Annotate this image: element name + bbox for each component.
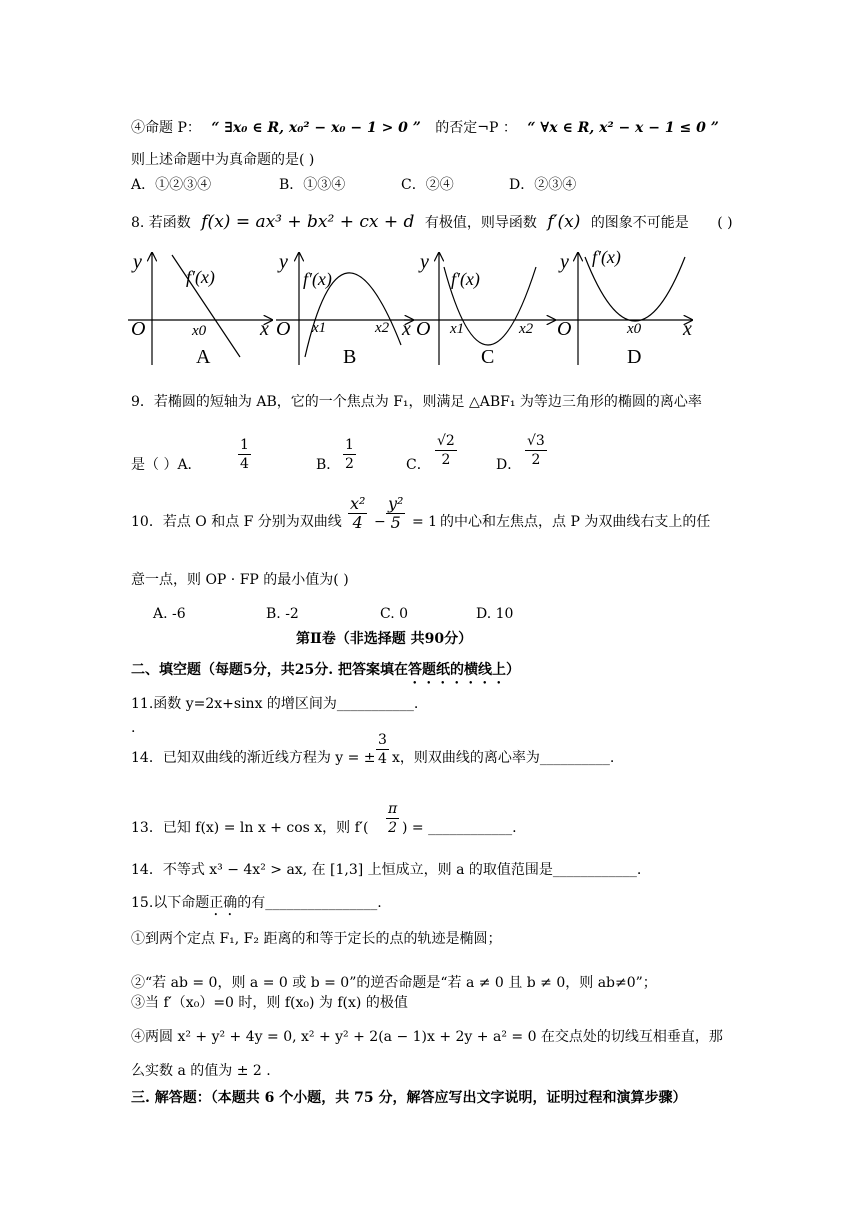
q9-option-d: D．	[496, 457, 522, 473]
graph-c	[401, 251, 555, 368]
q15-item: ②“若 ab = 0，则 a = 0 或 b = 0”的逆否命题是“若 a ≠ 0 且 b ≠ 0，则 ab≠0”；	[131, 975, 657, 991]
root-label: x0	[627, 321, 642, 337]
q10-fraction-y: $\frac{\text{y²}}{5}$	[388, 494, 404, 532]
q8-function-formula: f(x) = ax³ + bx² + cx + d	[201, 212, 415, 232]
curve-label: f′(x)	[303, 269, 332, 289]
q10-option: C. 0	[380, 606, 409, 622]
y-axis-label: y	[133, 251, 142, 273]
origin-label: O	[276, 318, 291, 340]
q10-equals: = 1	[412, 514, 438, 530]
q14-asymptote-text: 14．已知双曲线的渐近线方程为 y = ±	[131, 750, 376, 766]
q15-stem: 15.以下命题正确的有________________.	[131, 895, 382, 911]
q10-text: 的中心和左焦点，点 P 为双曲线右支上的任	[440, 514, 711, 530]
graph-letter: A	[196, 346, 211, 368]
y-axis-label: y	[560, 251, 569, 273]
x-axis-label: x	[260, 318, 269, 340]
graph-b	[276, 251, 413, 368]
q8-stem	[131, 212, 733, 233]
origin-label: O	[131, 318, 146, 340]
y-axis-label: y	[279, 251, 288, 273]
q8-text: 8. 若函数	[131, 215, 191, 231]
q7-option: B．①③④	[279, 177, 346, 193]
q10-minus: −	[374, 514, 386, 530]
q15-item: 么实数 a 的值为 ± 2 .	[131, 1063, 271, 1079]
q9-option-a-value: $\frac{1}{4}$	[240, 437, 249, 472]
q10-option: D. 10	[476, 606, 514, 622]
x-axis-label: x	[683, 318, 692, 340]
q7-option: A．①②③④	[131, 177, 212, 193]
q15-item: ①到两个定点 F₁, F₂ 距离的和等于定长的点的轨迹是椭圆；	[131, 931, 502, 947]
q9-option-b-value: $\frac{1}{2}$	[345, 437, 354, 472]
x-axis-label: x	[402, 318, 411, 340]
q7-negation-statement: “ ∀x ∈ R, x² − x − 1 ≤ 0 ”	[527, 120, 719, 136]
section3-header: 三. 解答题：（本题共 6 个小题，共 75 分，解答应写出文字说明，证明过程和演算步骤）	[131, 1090, 687, 1106]
q8-derivative: f′(x)	[547, 212, 581, 232]
q15-item: ③当 f′（x₀）=0 时，则 f(x₀) 为 f(x) 的极值	[131, 995, 408, 1011]
q10-options	[153, 604, 513, 624]
graph-letter: D	[627, 346, 642, 368]
q7-item4-statement: “ ∃x₀ ∈ R, x₀² − x₀ − 1 > 0 ”	[211, 120, 421, 136]
q11: 11.函数 y=2x+sinx 的增区间为___________.	[131, 696, 419, 712]
root-label: x0	[192, 323, 207, 339]
q7-item4	[131, 118, 719, 138]
q10-fraction-x: $\frac{\text{x²}}{4}$	[350, 494, 366, 532]
q13-text: ) = ____________.	[402, 820, 517, 836]
q7-item4-label: ④命题 P：	[131, 120, 201, 136]
graph-letter: C	[481, 346, 495, 368]
q9-option-c-value: $\frac{√2}{2}$	[437, 433, 455, 468]
root-label: x2	[519, 321, 534, 337]
q10-option: A. -6	[153, 606, 186, 622]
graph-a	[128, 251, 272, 368]
q14-asymptote-text: x，则双曲线的离心率为__________.	[392, 750, 615, 766]
origin-label: O	[557, 318, 572, 340]
q8-text: 的图象不可能是	[590, 215, 689, 231]
q13-text: 13．已知 f(x) = ln x + cos x，则 f′(	[131, 820, 369, 836]
q7-prompt: 则上述命题中为真命题的是( )	[131, 152, 315, 168]
fill-in-header: 二、填空题（每题5分，共25分. 把答案填在答题纸的横线上）	[131, 662, 520, 678]
q9-stem: 9．若椭圆的短轴为 AB，它的一个焦点为 F₁，则满足 △ABF₁ 为等边三角形的椭圆的离心率	[131, 394, 702, 410]
q10-text: 10．若点 O 和点 F 分别为双曲线	[131, 514, 342, 530]
q7-option: C．②④	[401, 177, 454, 193]
q14-asymptote-fraction: $\frac{3}{4}$	[378, 732, 387, 767]
q8-graphs	[0, 245, 860, 375]
graph-d	[555, 247, 692, 368]
root-label: x1	[450, 321, 465, 337]
q13-fraction: $\frac{\pi}{2}$	[388, 801, 398, 836]
root-label: x1	[312, 320, 327, 336]
q15-item: ④两圆 x² + y² + 4y = 0, x² + y² + 2(a − 1)x + 2y + a² = 0 在交点处的切线互相垂直，那	[131, 1029, 723, 1045]
y-axis-label: y	[420, 251, 429, 273]
q9-option-c: C．	[406, 457, 431, 473]
curve-label: f′(x)	[592, 247, 621, 267]
q10-option: B. -2	[266, 606, 299, 622]
q9-option-d-value: $\frac{√3}{2}$	[527, 433, 545, 468]
q10-line2: 意一点，则 OP · FP 的最小值为( )	[131, 572, 349, 588]
q7-options	[131, 175, 576, 195]
curve-label: f′(x)	[186, 267, 215, 287]
q7-negation-label: 的否定¬P ：	[435, 120, 517, 136]
q9-line2: 是（ ）A．	[131, 457, 202, 473]
q14-inequality: 14．不等式 x³ − 4x² > ax, 在 [1,3] 上恒成立，则 a 的取值范围是____________.	[131, 862, 642, 878]
graph-letter: B	[343, 346, 357, 368]
curve-label: f′(x)	[451, 269, 480, 289]
q8-text: 有极值，则导函数	[424, 215, 537, 231]
q7-option: D．②③④	[509, 177, 577, 193]
origin-label: O	[416, 318, 431, 340]
q8-answer-paren: ( )	[717, 215, 733, 231]
q9-option-b: B．	[316, 457, 341, 473]
section2-title: 第Ⅱ卷（非选择题 共90分）	[296, 631, 473, 647]
stray-dot: .	[131, 720, 136, 736]
root-label: x2	[375, 320, 390, 336]
